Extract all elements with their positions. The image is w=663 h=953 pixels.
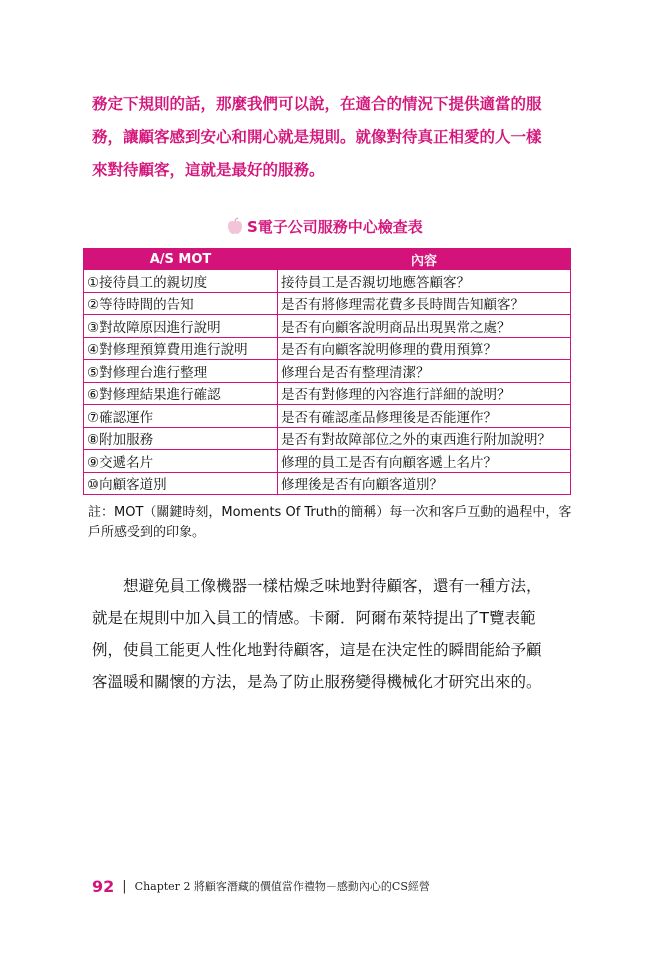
- intro-line: 來對待顧客，這就是最好的服務。: [92, 161, 325, 179]
- checklist-table: [83, 248, 571, 495]
- table-row: [84, 315, 571, 338]
- row-content: 是否有對修理的內容進行詳細的說明？: [278, 382, 571, 405]
- body-paragraph: [92, 570, 582, 698]
- row-content: 接待員工是否親切地應答顧客？: [278, 270, 571, 293]
- row-item: ⑥對修理結果進行確認: [84, 382, 278, 405]
- row-content: 修理台是否有整理清潔？: [278, 360, 571, 383]
- table-title: [227, 213, 423, 239]
- table-row: [84, 405, 571, 428]
- row-content: 是否有確認產品修理後是否能運作？: [278, 405, 571, 428]
- footer-separator: |: [122, 878, 127, 894]
- intro-paragraph: [92, 88, 582, 187]
- table-row: [84, 382, 571, 405]
- row-content: 修理後是否有向顧客道別？: [278, 472, 571, 495]
- row-item: ⑧附加服務: [84, 427, 278, 450]
- page-number: 92: [92, 876, 115, 896]
- row-item: ⑩向顧客道別: [84, 472, 278, 495]
- table-row: [84, 270, 571, 293]
- apple-icon: [227, 217, 243, 235]
- body-line: 想避免員工像機器一樣枯燥乏味地對待顧客，還有一種方法，: [92, 577, 542, 595]
- row-content: 是否有對故障部位之外的東西進行附加說明？: [278, 427, 571, 450]
- table-row: [84, 360, 571, 383]
- row-content: 是否有向顧客說明修理的費用預算？: [278, 337, 571, 360]
- row-item: ⑤對修理台進行整理: [84, 360, 278, 383]
- row-item: ②等待時間的告知: [84, 292, 278, 315]
- table-row: [84, 427, 571, 450]
- header-mot: A/S MOT: [84, 249, 278, 270]
- row-content: 是否有將修理需花費多長時間告知顧客？: [278, 292, 571, 315]
- table-row: [84, 472, 571, 495]
- body-line: 客溫暖和關懷的方法，是為了防止服務變得機械化才研究出來的。: [92, 673, 542, 691]
- row-item: ⑨交遞名片: [84, 450, 278, 473]
- page-footer: [92, 876, 430, 896]
- header-content: 內容: [278, 249, 571, 270]
- row-item: ⑦確認運作: [84, 405, 278, 428]
- table-row: [84, 450, 571, 473]
- intro-line: 務定下規則的話，那麼我們可以說，在適合的情況下提供適當的服: [92, 95, 542, 113]
- table-note: 註：MOT（關鍵時刻，Moments Of Truth的簡稱）每一次和客戶互動的過程中，客戶所感受到的印象。: [88, 505, 572, 540]
- table-row: [84, 292, 571, 315]
- table-row: [84, 337, 571, 360]
- table-header-row: [84, 249, 571, 270]
- row-item: ④對修理預算費用進行說明: [84, 337, 278, 360]
- body-line: 例，使員工能更人性化地對待顧客，這是在決定性的瞬間能給予顧: [92, 641, 542, 659]
- row-item: ①接待員工的親切度: [84, 270, 278, 293]
- intro-line: 務，讓顧客感到安心和開心就是規則。就像對待真正相愛的人一樣: [92, 128, 542, 146]
- body-line: 就是在規則中加入員工的情感。卡爾．阿爾布萊特提出了T覽表範: [92, 609, 536, 627]
- row-content: 修理的員工是否有向顧客遞上名片？: [278, 450, 571, 473]
- row-item: ③對故障原因進行說明: [84, 315, 278, 338]
- chapter-title: Chapter 2 將顧客潛藏的價值當作禮物－感動內心的CS經營: [134, 880, 430, 893]
- row-content: 是否有向顧客說明商品出現異常之處？: [278, 315, 571, 338]
- table-title-text: S電子公司服務中心檢查表: [247, 217, 423, 236]
